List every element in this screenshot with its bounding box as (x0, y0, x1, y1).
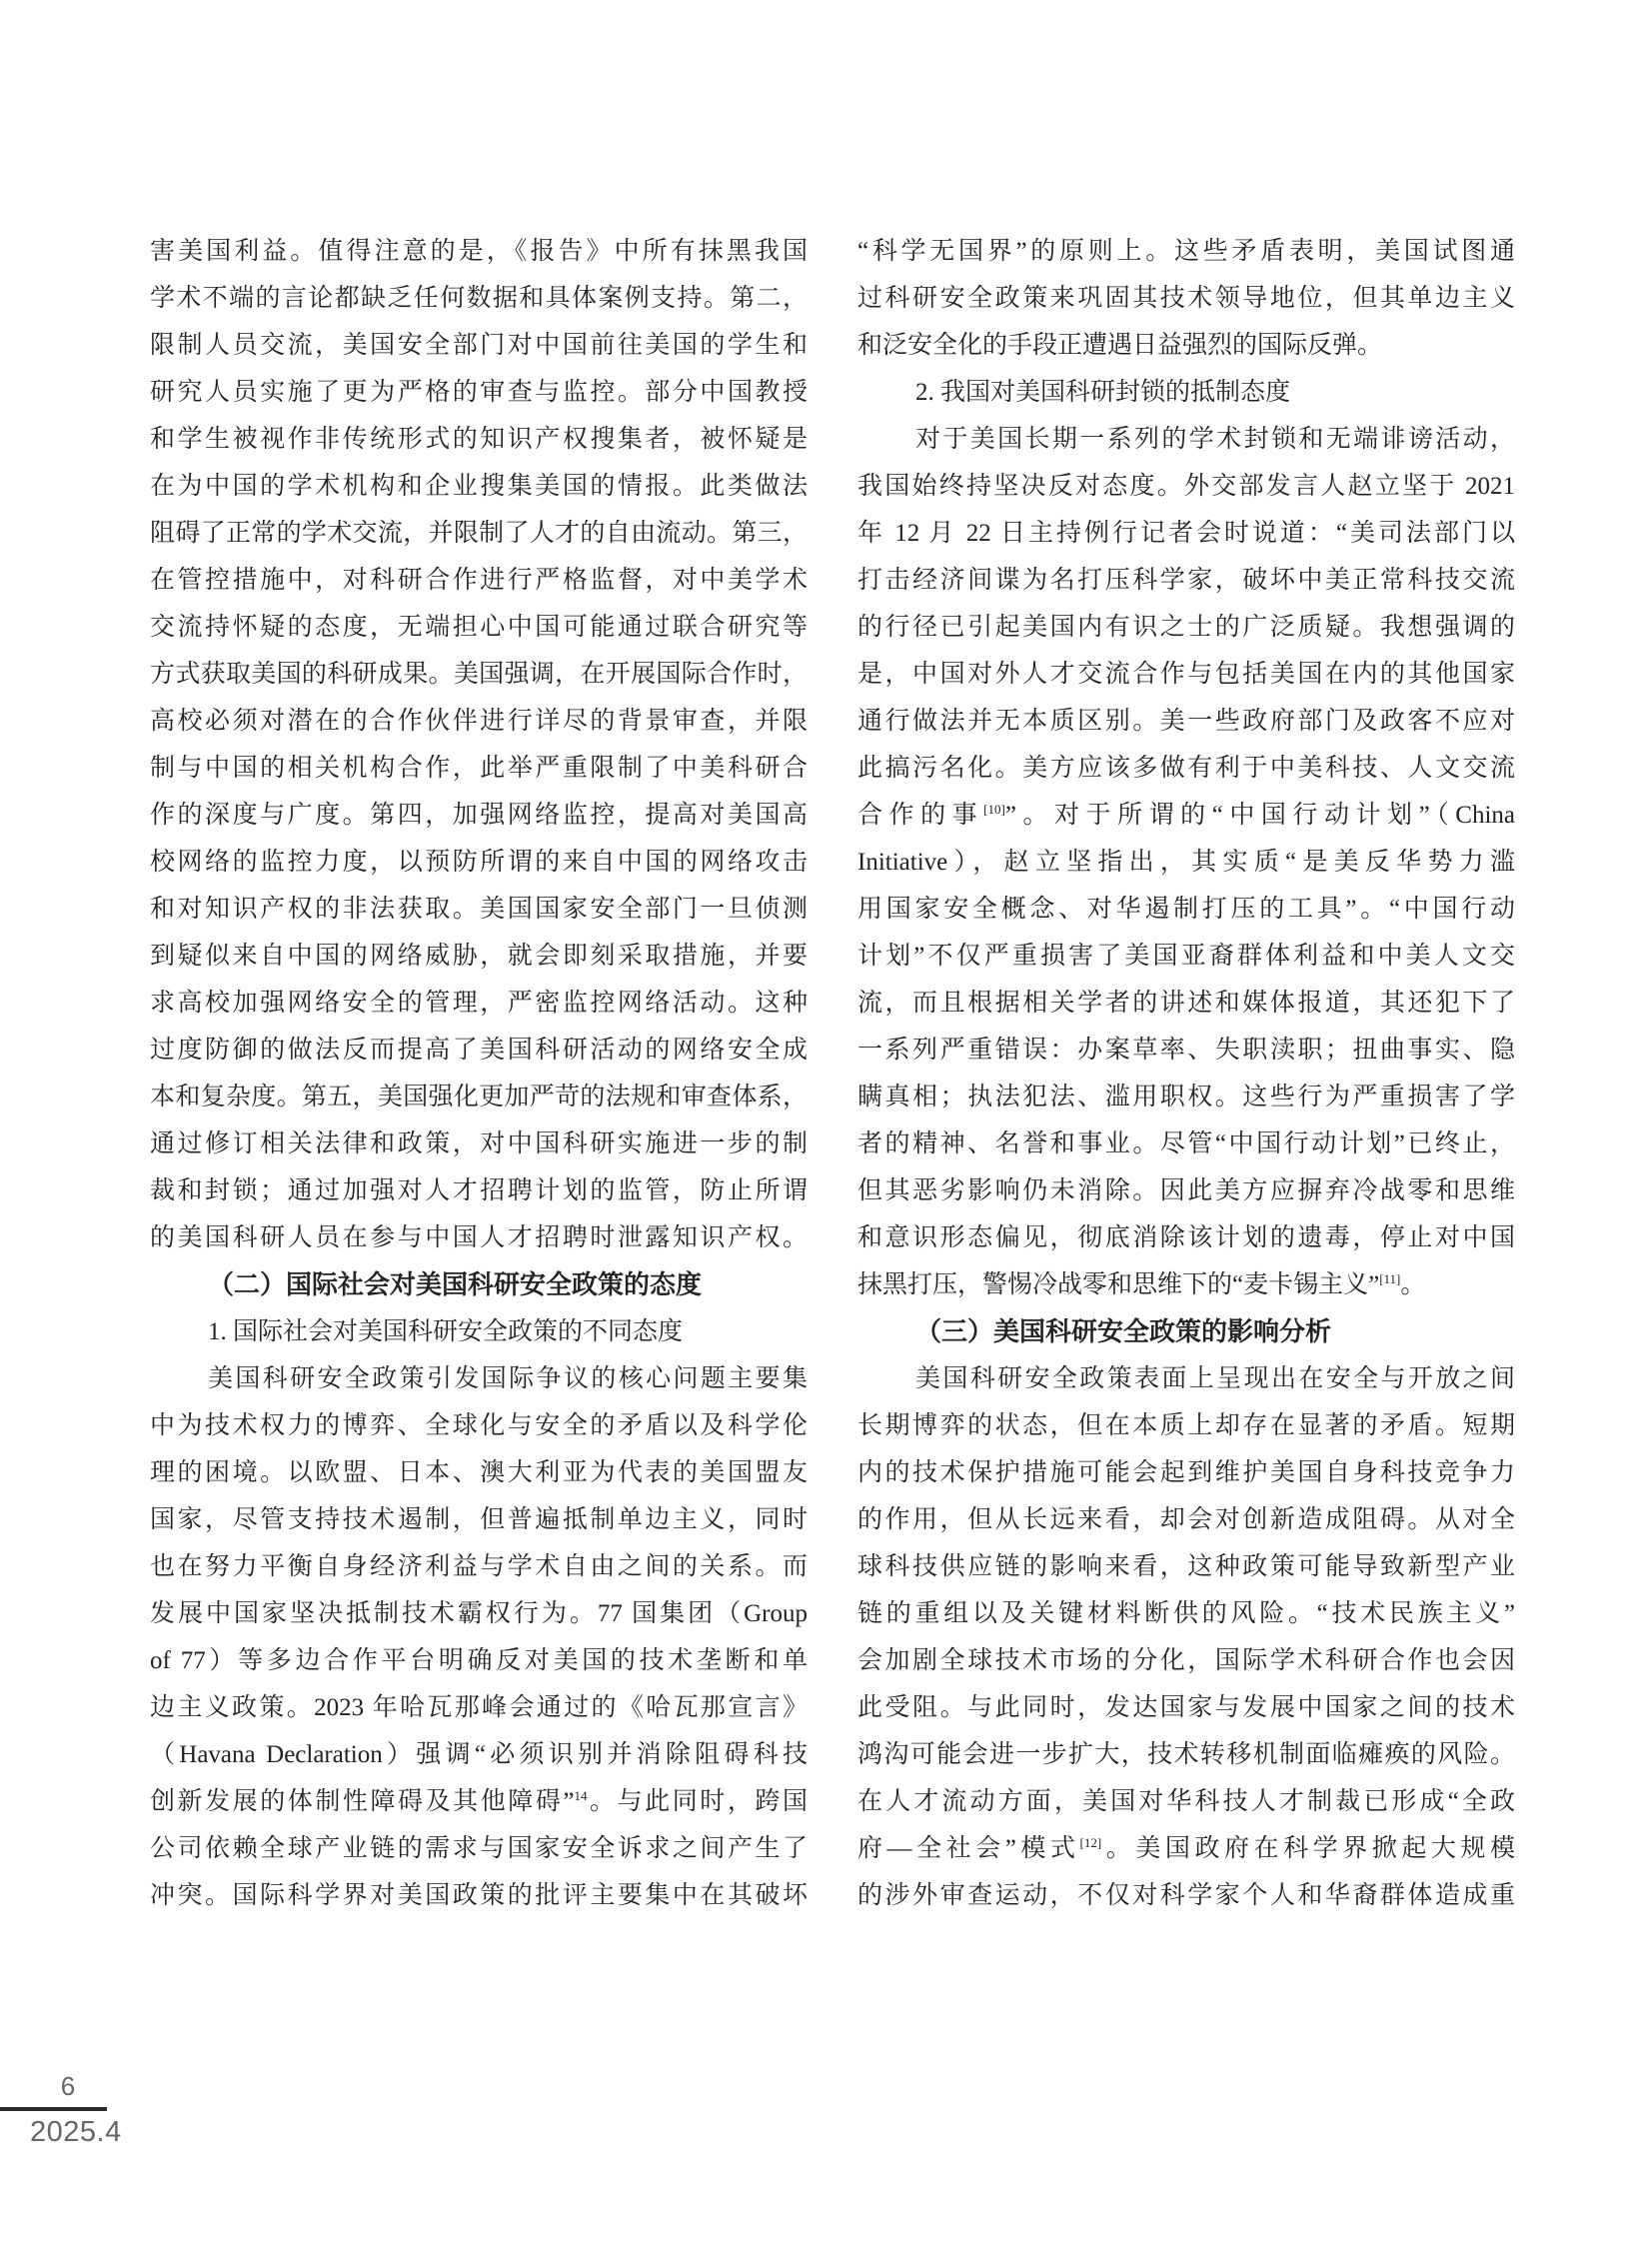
text-line: 美国科研安全政策表面上呈现出在安全与开放之间 (915, 1365, 1515, 1392)
text-line: 通行做法并无本质区别。美一些政府部门及政客不应对 (857, 708, 1515, 735)
text-line: 的作用，但从长远来看，却会对创新造成阻碍。从对全 (857, 1506, 1515, 1533)
text-line: 会加剧全球技术市场的分化，国际学术科研合作也会因 (857, 1647, 1515, 1674)
text-line: 也在努力平衡自身经济利益与学术自由之间的关系。而 (150, 1553, 808, 1580)
text-line: 害美国利益。值得注意的是，《报告》中所有抹黑我国 (150, 238, 808, 265)
footnote-ref: [10] (983, 802, 1005, 817)
text-line: 合作的事[10]”。对于所谓的“中国行动计划”（China (857, 802, 1515, 829)
text-line: 是，中国对外人才交流合作与包括美国在内的其他国家 (857, 661, 1515, 688)
text-line: 我国始终持坚决反对态度。外交部发言人赵立坚于 2021 (857, 473, 1515, 500)
text-line: 冲突。国际科学界对美国政策的批评主要集中在其破坏 (150, 1882, 808, 1909)
text-line: 阻碍了正常的学术交流，并限制了人才的自由流动。第三， (150, 520, 808, 547)
text-line: 和学生被视作非传统形式的知识产权搜集者，被怀疑是 (150, 426, 808, 453)
text-line: 国家，尽管支持技术遏制，但普遍抵制单边主义，同时 (150, 1506, 808, 1533)
text-line: 校网络的监控力度，以预防所谓的来自中国的网络攻击 (150, 849, 808, 876)
text-line: 的美国科研人员在参与中国人才招聘时泄露知识产权。 (150, 1224, 808, 1251)
right-text-column (857, 228, 1515, 1919)
text-line: 抹黑打压，警惕冷战零和思维下的“麦卡锡主义”[11]。 (857, 1271, 1426, 1298)
page-number: 6 (60, 2071, 76, 2101)
text-line: 限制人员交流，美国安全部门对中国前往美国的学生和 (150, 332, 808, 359)
text-line: 球科技供应链的影响来看，这种政策可能导致新型产业 (857, 1553, 1515, 1580)
text-line: 制与中国的相关机构合作，此举严重限制了中美科研合 (150, 755, 808, 782)
subsection-heading: 2. 我国对美国科研封锁的抵制态度 (915, 379, 1291, 406)
text-line: 美国科研安全政策引发国际争议的核心问题主要集 (208, 1365, 808, 1392)
text-line: 作的深度与广度。第四，加强网络监控，提高对美国高 (150, 802, 808, 829)
footnote-ref: [12] (1079, 1835, 1102, 1850)
text-line: 此搞污名化。美方应该多做有利于中美科技、人文交流 (857, 755, 1515, 782)
text-line: 此受阻。与此同时，发达国家与发展中国家之间的技术 (857, 1694, 1515, 1721)
text-line: 和泛安全化的手段正遭遇日益强烈的国际反弹。 (857, 332, 1383, 359)
text-line: 研究人员实施了更为严格的审查与监控。部分中国教授 (150, 379, 808, 406)
text-line: 高校必须对潜在的合作伙伴进行详尽的背景审查，并限 (150, 708, 808, 735)
text-line: 长期博弈的状态，但在本质上却存在显著的矛盾。短期 (857, 1412, 1515, 1439)
text-line: 鸿沟可能会进一步扩大，技术转移机制面临瘫痪的风险。 (857, 1741, 1515, 1768)
left-text-column (150, 228, 808, 1919)
text-line: 和意识形态偏见，彻底消除该计划的遗毒，停止对中国 (857, 1224, 1515, 1251)
section-heading: （二）国际社会对美国科研安全政策的态度 (208, 1269, 703, 1299)
text-line: 公司依赖全球产业链的需求与国家安全诉求之间产生了 (150, 1835, 808, 1862)
issue-label: 2025.4 (30, 2116, 122, 2148)
subsection-heading: 1. 国际社会对美国科研安全政策的不同态度 (208, 1318, 684, 1345)
text-line: 计划”不仅严重损害了美国亚裔群体利益和中美人文交 (857, 943, 1515, 970)
text-line: 的行径已引起美国内有识之士的广泛质疑。我想强调的 (857, 614, 1515, 641)
section-heading: （三）美国科研安全政策的影响分析 (915, 1316, 1332, 1346)
text-line: 创新发展的体制性障碍及其他障碍”$^{14}$。与此同时，跨国 (150, 1788, 808, 1815)
text-line: 通过修订相关法律和政策，对中国科研实施进一步的制 (150, 1130, 808, 1157)
text-line: 到疑似来自中国的网络威胁，就会即刻采取措施，并要 (150, 943, 808, 970)
text-line: 交流持怀疑的态度，无端担心中国可能通过联合研究等 (150, 614, 808, 641)
text-line: 者的精神、名誉和事业。尽管“中国行动计划”已终止， (857, 1130, 1515, 1157)
footnote-ref: [11] (1379, 1271, 1401, 1286)
text-line: 对于美国长期一系列的学术封锁和无端诽谤活动， (915, 426, 1515, 453)
text-line: 内的技术保护措施可能会起到维护美国自身科技竞争力 (857, 1459, 1515, 1486)
text-line: 发展中国家坚决抵制技术霸权行为。77 国集团（Group (150, 1600, 808, 1627)
text-line: 中为技术权力的博弈、全球化与安全的矛盾以及科学伦 (150, 1412, 808, 1439)
text-line: 在为中国的学术机构和企业搜集美国的情报。此类做法 (150, 473, 808, 500)
footnote-ref: 14 (574, 1788, 588, 1803)
text-line: 府—全社会”模式[12]。美国政府在科学界掀起大规模 (857, 1835, 1515, 1862)
text-line: 求高校加强网络安全的管理，严密监控网络活动。这种 (150, 990, 808, 1017)
text-line: 在人才流动方面，美国对华科技人才制裁已形成“全政 (857, 1788, 1515, 1815)
text-line: 裁和封锁；通过加强对人才招聘计划的监管，防止所谓 (150, 1177, 808, 1204)
text-line: 在管控措施中，对科研合作进行严格监督，对中美学术 (150, 567, 808, 594)
text-line: 方式获取美国的科研成果。美国强调，在开展国际合作时， (150, 661, 808, 688)
text-line: 用国家安全概念、对华遏制打压的工具”。“中国行动 (857, 896, 1515, 923)
text-line: 本和复杂度。第五，美国强化更加严苛的法规和审查体系， (150, 1084, 808, 1111)
text-line: 过科研安全政策来巩固其技术领导地位，但其单边主义 (857, 285, 1515, 312)
text-line: 学术不端的言论都缺乏任何数据和具体案例支持。第二， (150, 285, 808, 312)
text-line: 但其恶劣影响仍未消除。因此美方应摒弃冷战零和思维 (857, 1177, 1515, 1204)
text-line: 理的困境。以欧盟、日本、澳大利亚为代表的美国盟友 (150, 1459, 808, 1486)
text-line: 年 12 月 22 日主持例行记者会时说道：“美司法部门以 (857, 520, 1515, 547)
text-line: 一系列严重错误：办案草率、失职渎职；扭曲事实、隐 (857, 1037, 1515, 1064)
text-line: 流，而且根据相关学者的讲述和媒体报道，其还犯下了 (857, 990, 1515, 1017)
text-line: 打击经济间谍为名打压科学家，破坏中美正常科技交流 (857, 567, 1515, 594)
text-line: of 77）等多边合作平台明确反对美国的技术垄断和单 (150, 1647, 808, 1674)
text-line: Initiative），赵立坚指出，其实质“是美反华势力滥 (857, 849, 1515, 876)
text-line: “科学无国界”的原则上。这些矛盾表明，美国试图通 (857, 238, 1515, 265)
text-line: 链的重组以及关键材料断供的风险。“技术民族主义” (857, 1600, 1515, 1627)
text-line: 的涉外审查运动，不仅对科学家个人和华裔群体造成重 (857, 1882, 1515, 1909)
text-line: 过度防御的做法反而提高了美国科研活动的网络安全成 (150, 1037, 808, 1064)
footer-rule (0, 2107, 107, 2111)
text-line: 边主义政策。2023 年哈瓦那峰会通过的《哈瓦那宣言》 (150, 1694, 808, 1721)
text-line: （Havana Declaration）强调“必须识别并消除阻碍科技 (150, 1741, 808, 1768)
text-line: 瞒真相；执法犯法、滥用职权。这些行为严重损害了学 (857, 1084, 1515, 1111)
text-line: 和对知识产权的非法获取。美国国家安全部门一旦侦测 (150, 896, 808, 923)
